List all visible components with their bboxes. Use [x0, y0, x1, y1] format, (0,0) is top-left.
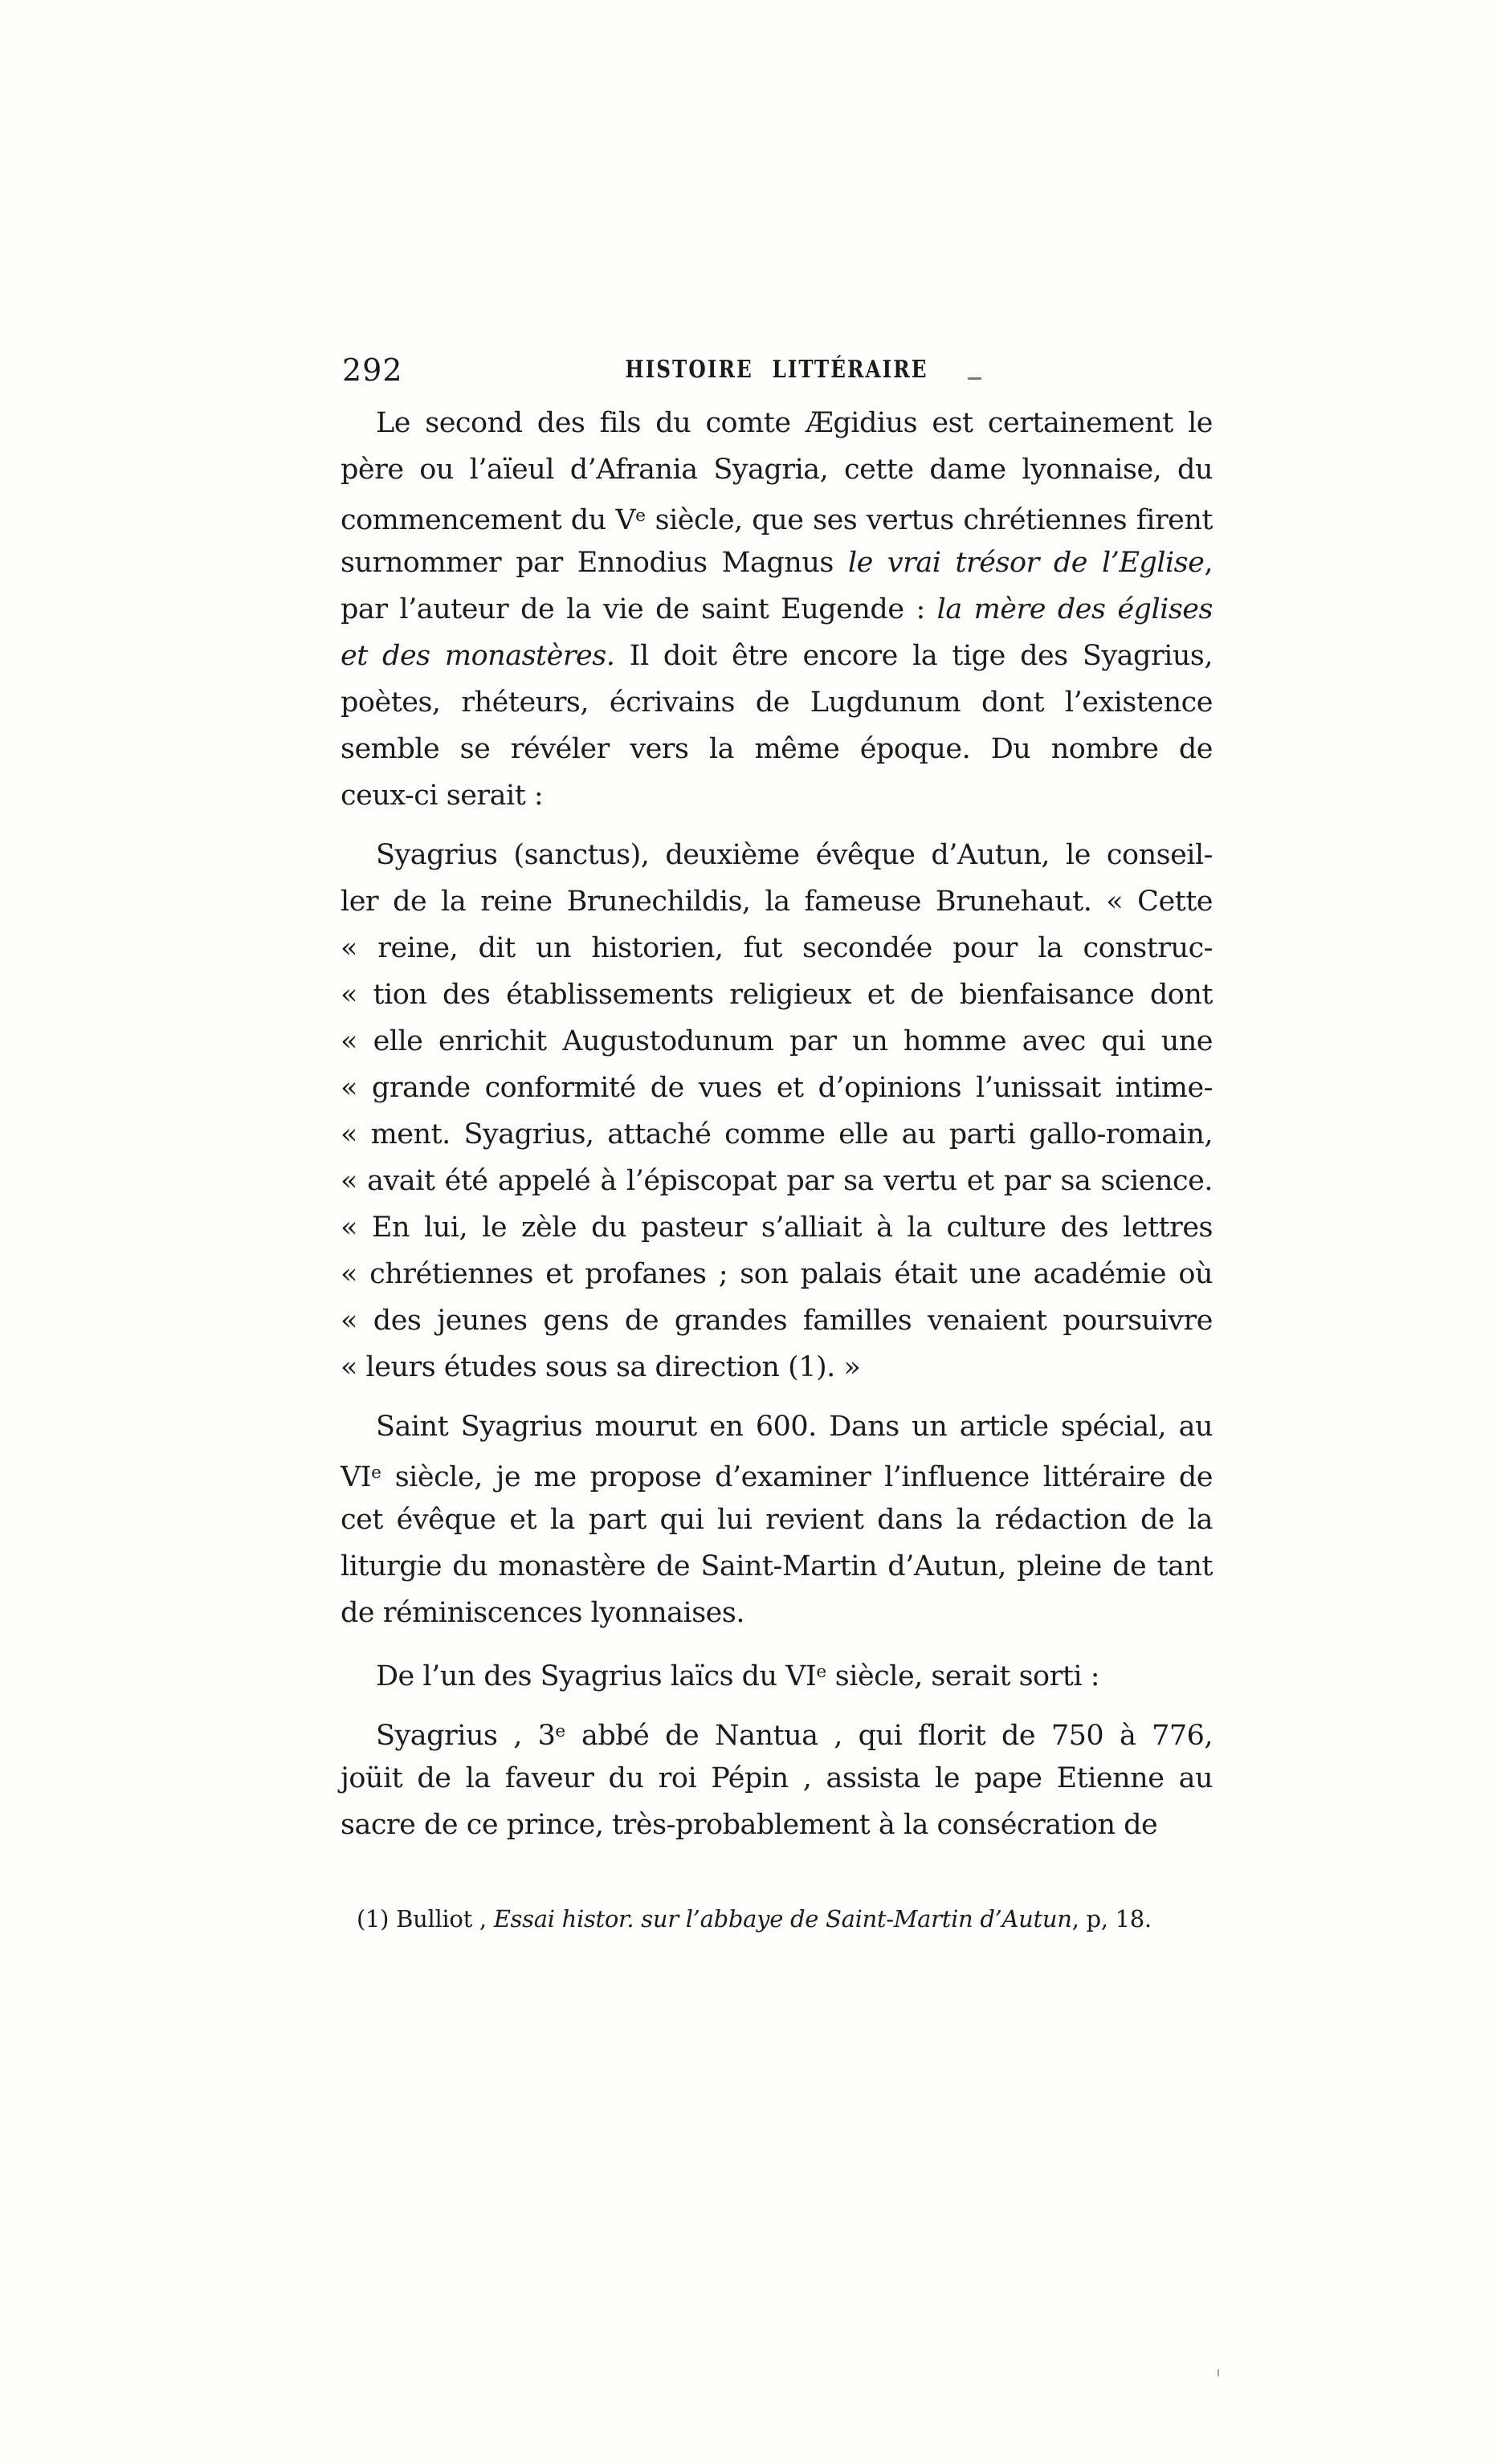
text-segment: poètes, rhéteurs, écrivains de Lugdunum dont l’existence: [341, 686, 1213, 719]
text-segment: e: [635, 506, 646, 526]
running-head-wrap: [341, 352, 1213, 392]
text-line: [341, 971, 1213, 1018]
text-segment: Syagrius , 3: [376, 1719, 556, 1752]
text-line: [341, 925, 1213, 971]
text-segment: cet évêque et la part qui lui revient dans la rédaction de la: [341, 1504, 1213, 1536]
text-segment: Saint Syagrius mourut en 600. Dans un article spécial, au: [376, 1411, 1213, 1443]
text-segment: siècle, je me propose d’examiner l’influence littéraire de: [381, 1460, 1213, 1493]
text-segment: Il doit être encore la tige des Syagrius,: [614, 640, 1214, 672]
text-line: [341, 1403, 1213, 1450]
paragraph: [341, 1649, 1213, 1696]
text-segment: « elle enrichit Augustodunum par un homme avec qui une: [341, 1025, 1213, 1057]
text-segment: et des monastères.: [341, 640, 615, 672]
page-header: [341, 352, 1213, 389]
text-line: [341, 1297, 1213, 1344]
text-line: [341, 633, 1213, 679]
text-segment: e: [371, 1463, 381, 1483]
text-segment: « chrétiennes et profanes ; son palais était une académie où: [341, 1258, 1213, 1290]
text-segment: , p, 18.: [1071, 1905, 1152, 1933]
text-segment: la mère des églises: [936, 593, 1213, 625]
text-line: [341, 1111, 1213, 1158]
text-segment: par l’auteur de la vie de saint Eugende :: [341, 593, 937, 625]
text-line: [341, 400, 1213, 446]
text-line: [341, 1018, 1213, 1065]
text-segment: Le second des fils du comte Ægidius est certainement le: [376, 407, 1213, 439]
page-number: 292: [342, 352, 403, 388]
paragraph: [341, 400, 1213, 819]
text-segment: « leurs études sous sa direction (1). »: [341, 1351, 861, 1383]
text-segment: joüit de la faveur du roi Pépin , assista le pape Etienne au: [341, 1762, 1213, 1794]
running-head-title: HISTOIRE LITTÉRAIRE: [625, 356, 928, 384]
text-segment: VI: [341, 1460, 372, 1493]
text-line: [341, 878, 1213, 925]
text-segment: ceux-ci serait :: [341, 780, 544, 812]
text-line: [341, 1450, 1213, 1497]
text-line: [341, 1251, 1213, 1297]
text-segment: ler de la reine Brunechildis, la fameuse Brunehaut. « Cette: [341, 886, 1213, 918]
text-line: [341, 1543, 1213, 1590]
text-segment: de réminiscences lyonnaises.: [341, 1597, 744, 1629]
text-segment: siècle, que ses vertus chrétiennes firent: [646, 503, 1213, 536]
text-segment: Syagrius (sanctus), deuxième évêque d’Autun, le conseil-: [376, 839, 1213, 871]
text-line: [341, 679, 1213, 726]
text-segment: abbé de Nantua , qui florit de 750 à 776,: [565, 1719, 1213, 1752]
text-line: [341, 446, 1213, 493]
text-line: [341, 1590, 1213, 1636]
text-line: [341, 1709, 1213, 1755]
text-line: [341, 493, 1213, 540]
text-line: [341, 586, 1213, 633]
text-segment: ,: [1204, 547, 1213, 579]
text-segment: surnommer par Ennodius Magnus: [341, 547, 848, 579]
paragraph: [341, 832, 1213, 1391]
text-line: [341, 1204, 1213, 1251]
text-segment: commencement du V: [341, 503, 636, 536]
text-segment: « En lui, le zèle du pasteur s’alliait à la culture des lettres: [341, 1212, 1213, 1244]
text-segment: « reine, dit un historien, fut secondée pour la construc-: [341, 932, 1213, 964]
text-segment: « tion des établissements religieux et de bienfaisance dont: [341, 979, 1213, 1011]
text-segment: semble se révéler vers la même époque. Du nombre de: [341, 733, 1213, 765]
text-segment: père ou l’aïeul d’Afrania Syagria, cette dame lyonnaise, du: [341, 454, 1213, 486]
text-segment: e: [816, 1662, 827, 1682]
text-segment: sacre de ce prince, très-probablement à la consécration de: [341, 1809, 1158, 1841]
text-segment: e: [555, 1721, 566, 1741]
footnote: [357, 1901, 1192, 1937]
text-segment: siècle, serait sorti :: [826, 1660, 1100, 1692]
text-block: [341, 400, 1213, 1848]
text-segment: « des jeunes gens de grandes familles venaient poursuivre: [341, 1305, 1213, 1337]
text-line: [341, 772, 1213, 819]
text-line: [341, 832, 1213, 878]
paragraph: [341, 1709, 1213, 1848]
text-line: [341, 540, 1213, 586]
scan-artifact-dash: [968, 377, 981, 380]
text-segment: « ment. Syagrius, attaché comme elle au parti gallo-romain,: [341, 1118, 1213, 1151]
text-line: [341, 1497, 1213, 1543]
text-segment: De l’un des Syagrius laïcs du VI: [376, 1660, 817, 1692]
text-segment: Essai histor. sur l’abbaye de Saint-Martin d’Autun: [493, 1905, 1072, 1933]
text-line: [341, 1158, 1213, 1204]
text-line: [341, 1649, 1213, 1696]
paragraph: [341, 1403, 1213, 1636]
text-line: [341, 1065, 1213, 1111]
scan-artifact-speck: [1218, 2369, 1219, 2376]
text-segment: (1) Bulliot ,: [357, 1905, 494, 1933]
text-line: [341, 1802, 1213, 1848]
text-line: [341, 1755, 1213, 1802]
text-line: [341, 1344, 1213, 1391]
text-segment: « avait été appelé à l’épiscopat par sa vertu et par sa science.: [341, 1165, 1213, 1197]
text-segment: liturgie du monastère de Saint-Martin d’Autun, pleine de tant: [341, 1550, 1213, 1582]
text-segment: « grande conformité de vues et d’opinions l’unissait intime-: [341, 1072, 1213, 1104]
text-segment: le vrai trésor de l’Eglise: [847, 547, 1205, 579]
text-line: [341, 726, 1213, 772]
